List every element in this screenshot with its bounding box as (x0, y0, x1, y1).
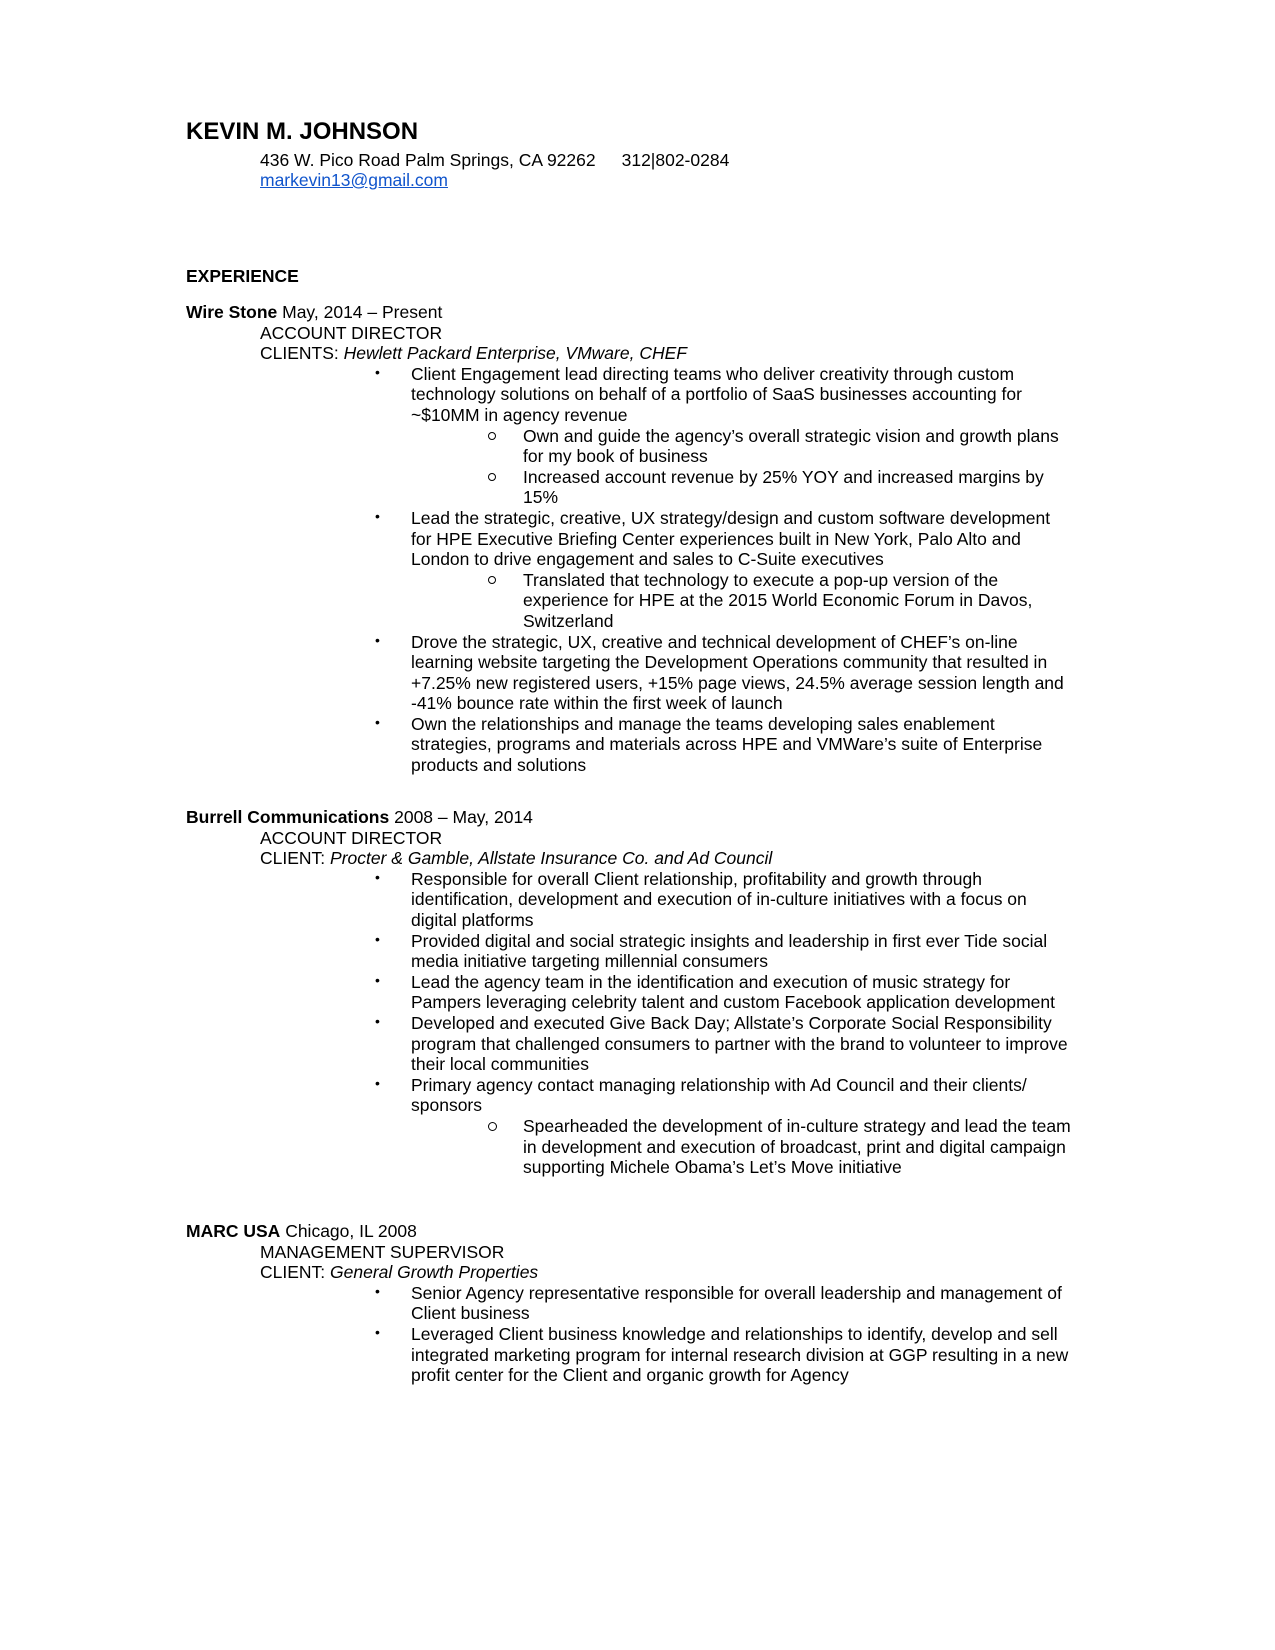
clients-list: General Growth Properties (330, 1262, 539, 1283)
candidate-name: KEVIN M. JOHNSON (186, 118, 419, 145)
job-entry-burrell (186, 807, 1086, 1178)
job-clients (260, 343, 1086, 364)
list-item (411, 869, 1071, 931)
job-title: MANAGEMENT SUPERVISOR (260, 1241, 505, 1262)
bullet-text: • Developed and executed Give Back Day; Allstate’s Corporate Social Responsibility program that challenged consumers to partner with the brand to volunteer to improve their local communities (411, 1012, 1068, 1075)
bullet-list (186, 1283, 1086, 1386)
job-entry-marc-usa (186, 1221, 1086, 1386)
clients-label: CLIENT: (260, 1262, 326, 1283)
job-entry-wire-stone (186, 302, 1086, 776)
email-link[interactable]: markevin13@gmail.com (260, 170, 448, 190)
company-name: Wire Stone (186, 302, 278, 322)
bullet-text: • Own the relationships and manage the teams developing sales enablement strategies, programs and materials across HPE and VMWare’s suite of Enterprise products and solutions (411, 713, 1043, 776)
sub-bullet-list (411, 426, 1071, 508)
bullet-text: • Leveraged Client business knowledge and relationships to identify, develop and sell integrated marketing program for internal research division at GGP resulting in a new profit center for the Client and organic growth for Agency (411, 1323, 1069, 1386)
job-title: ACCOUNT DIRECTOR (260, 827, 443, 848)
contact-block (260, 150, 729, 190)
bullet-list (186, 869, 1086, 1178)
job-clients (260, 1262, 1086, 1283)
sub-bullet-list (411, 1116, 1071, 1178)
bullet-text: • Client Engagement lead directing teams who deliver creativity through custom technology solutions on behalf of a portfolio of SaaS businesses accounting for ~$10MM in agency revenue (411, 363, 1022, 425)
list-item (411, 972, 1071, 1013)
bullet-text: • Lead the agency team in the identification and execution of music strategy for Pampers leveraging celebrity talent and custom Facebook application development (411, 971, 1055, 1013)
job-dates: Chicago, IL 2008 (285, 1221, 417, 1241)
address-line (260, 150, 729, 170)
bullet-text: • Lead the strategic, creative, UX strategy/design and custom software development for HPE Executive Briefing Center experiences built in New York, Palo Alto and London to drive engagement and sales to C-Suite executives (411, 507, 1051, 570)
job-header (186, 807, 1086, 828)
phone: 312|802-0284 (621, 150, 730, 170)
job-clients (260, 848, 1086, 869)
list-item (411, 1283, 1071, 1324)
job-dates: May, 2014 – Present (282, 302, 443, 322)
job-dates: 2008 – May, 2014 (394, 807, 533, 827)
list-item (411, 931, 1071, 972)
list-item (411, 508, 1071, 632)
company-name: Burrell Communications (186, 807, 390, 827)
sub-list-item: Spearheaded the development of in-culture strategy and lead the team in development and execution of broadcast, print and digital campaign supporting Michele Obama’s Let’s Move initiative (523, 1116, 1073, 1178)
sub-list-item: Own and guide the agency’s overall strategic vision and growth plans for my book of business (523, 426, 1073, 467)
sub-bullet-list (411, 570, 1071, 632)
list-item (411, 1013, 1071, 1075)
clients-list: Hewlett Packard Enterprise, VMware, CHEF (343, 343, 687, 364)
job-header (186, 302, 1086, 323)
list-item (411, 632, 1071, 714)
clients-label: CLIENTS: (260, 343, 339, 364)
address: 436 W. Pico Road Palm Springs, CA 92262 (260, 150, 596, 170)
list-item (411, 714, 1071, 776)
bullet-text: • Drove the strategic, UX, creative and technical development of CHEF’s on-line learning website targeting the Development Operations community that resulted in +7.25% new registered users, +15% page views, 24.5% average session length and -41% bounce rate within the first week of launch (411, 631, 1064, 714)
company-name: MARC USA (186, 1221, 281, 1241)
job-header (186, 1221, 1086, 1242)
bullet-text: • Provided digital and social strategic insights and leadership in first ever Tide social media initiative targeting millennial consumers (411, 930, 1048, 972)
bullet-text: • Primary agency contact managing relationship with Ad Council and their clients/ sponsors (411, 1074, 1027, 1116)
sub-list-item: Translated that technology to execute a pop-up version of the experience for HPE at the 2015 World Economic Forum in Davos, Switzerland (523, 570, 1073, 632)
list-item (411, 1075, 1071, 1178)
bullet-text: • Responsible for overall Client relationship, profitability and growth through identification, development and execution of in-culture initiatives with a focus on digital platforms (411, 868, 1027, 930)
sub-list-item: Increased account revenue by 25% YOY and increased margins by 15% (523, 467, 1073, 508)
bullet-list (186, 364, 1086, 776)
job-title: ACCOUNT DIRECTOR (260, 322, 443, 343)
clients-list: Procter & Gamble, Allstate Insurance Co. and Ad Council (330, 848, 773, 869)
bullet-text: • Senior Agency representative responsible for overall leadership and management of Client business (411, 1282, 1062, 1324)
list-item (411, 364, 1071, 508)
clients-label: CLIENT: (260, 848, 326, 869)
experience-heading: EXPERIENCE (186, 266, 299, 286)
list-item (411, 1324, 1071, 1386)
